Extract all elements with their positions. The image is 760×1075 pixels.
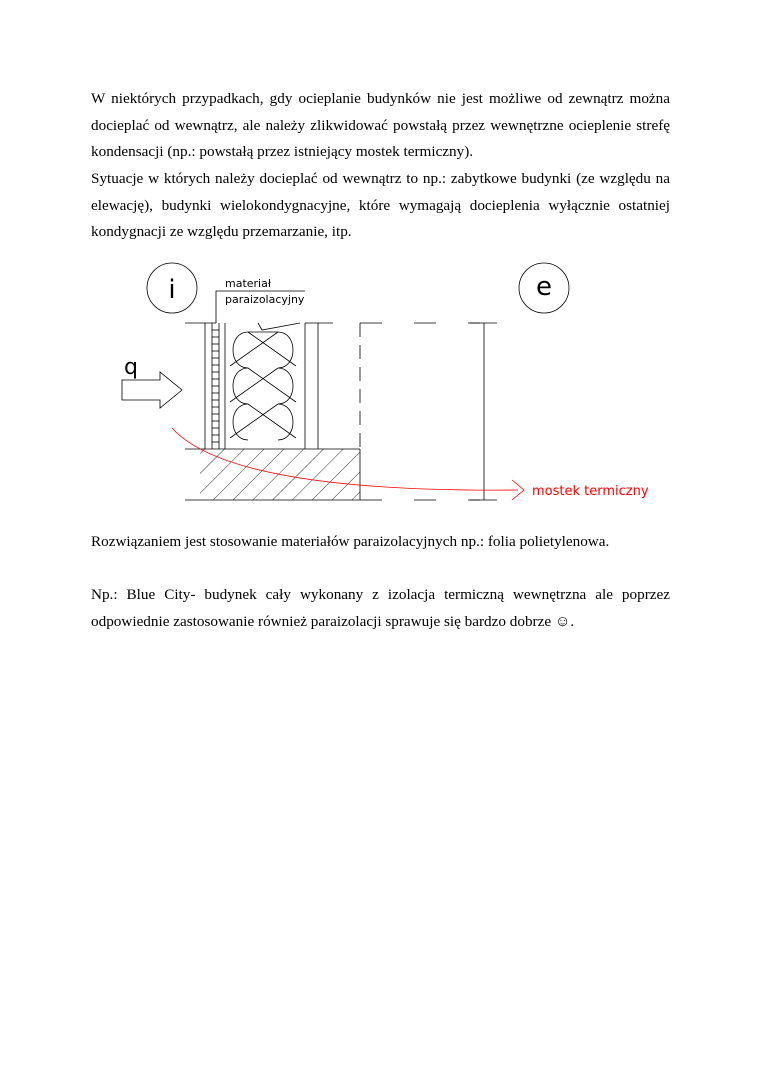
thermal-bridge-label: mostek termiczny <box>532 484 649 499</box>
vapor-barrier-label-line2: paraizolacyjny <box>225 293 305 306</box>
exterior-label: e <box>536 272 552 302</box>
heat-flow <box>122 355 182 408</box>
text-line: docieplać od wewnątrz, ale należy zlikwidować powstałą przez wewnętrzne ocieplenie strefę <box>91 116 670 134</box>
thermal-bridge-diagram <box>0 250 760 515</box>
paragraph-interior-insulation <box>91 86 670 166</box>
vapor-barrier-callout <box>216 277 305 323</box>
insulation-left-loops <box>233 332 248 440</box>
insulation-right-loops <box>278 332 293 440</box>
wall-section <box>185 323 497 500</box>
text-line: Rozwiązaniem jest stosowanie materiałów paraizolacyjnych np.: folia polietylenowa. <box>91 533 610 550</box>
interior-marker <box>147 263 197 313</box>
text-line: W niektórych przypadkach, gdy ocieplanie budynków nie jest możliwe od zewnątrz można <box>91 90 670 107</box>
text-line: Sytuacje w których należy docieplać od wewnątrz to np.: zabytkowe budynki (ze względu na <box>91 170 670 187</box>
text-line: odpowiednie zastosowanie również paraizolacji sprawuje się bardzo dobrze ☺. <box>91 612 575 630</box>
paragraph-example <box>91 582 670 635</box>
insulation-top-notch <box>258 323 300 330</box>
exterior-marker <box>519 263 569 313</box>
text-line: kondensacji (np.: powstałą przez istniejący mostek termiczny). <box>91 143 474 160</box>
vapor-barrier-label-line1: materiał <box>225 277 271 290</box>
vapor-barrier-ticks <box>212 330 219 442</box>
insulation-cross-lines <box>230 332 296 438</box>
heat-flow-label: q <box>124 355 138 380</box>
paragraph-use-cases <box>91 166 670 246</box>
text-line: Np.: Blue City- budynek cały wykonany z izolacja termiczną wewnętrzna ale poprzez <box>91 586 670 603</box>
text-line: kondygnacji ze względu przemarzanie, itp. <box>91 223 352 240</box>
text-line: elewację), budynki wielokondygnacyjne, które wymagają docieplenia wyłącznie ostatniej <box>91 196 670 214</box>
paragraph-solution <box>91 529 670 556</box>
interior-label: i <box>168 275 176 305</box>
